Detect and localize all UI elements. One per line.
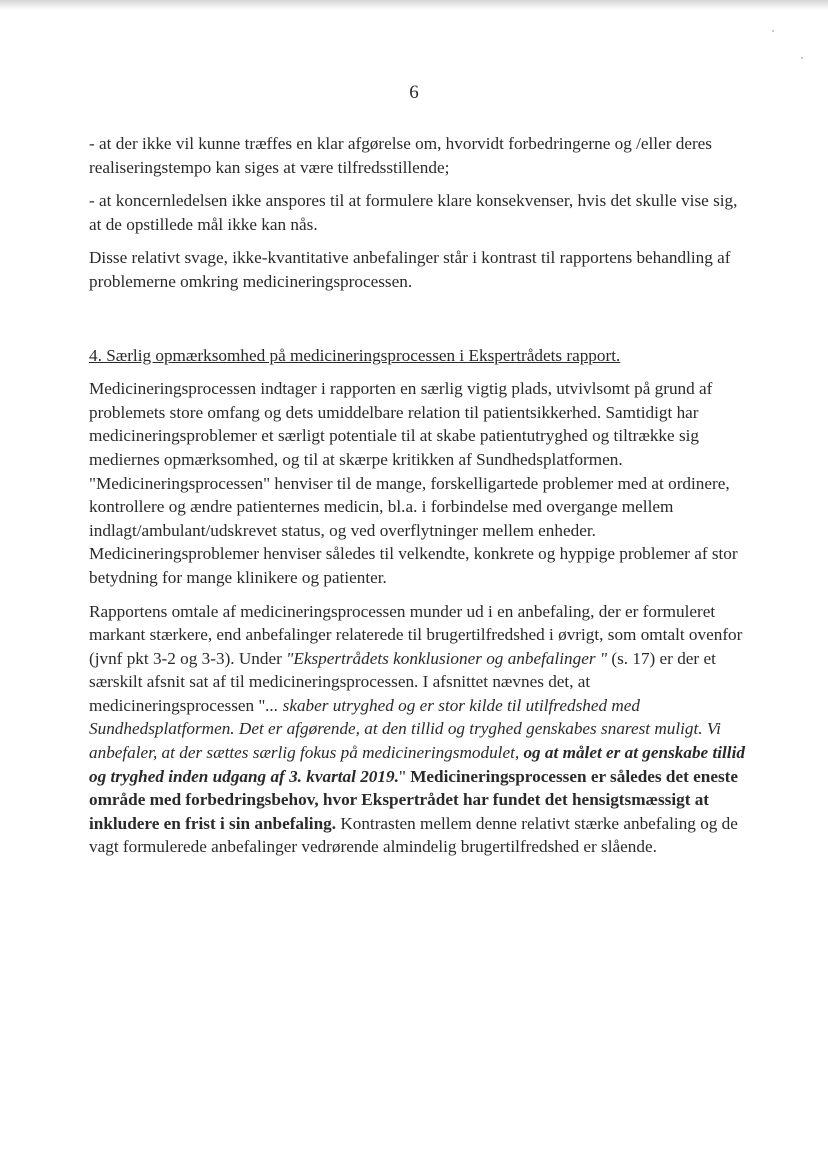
document-body — [89, 132, 749, 869]
scan-speck — [772, 30, 774, 32]
bold-italic-quote: og at målet er at genskabe tillid og tryghed inden udgang af 3. kvartal 2019. — [89, 743, 745, 786]
scan-speck — [801, 57, 803, 59]
italic-text: "Ekspertrådets konklusioner og anbefalinger " — [286, 648, 608, 668]
text-run: (s. 17) er der et særskilt afsnit sat af til medicineringsprocessen. I afsnittet nævnes det, at medicineringsprocessen " — [89, 648, 716, 715]
section-heading: 4. Særlig opmærksomhed på medicineringsprocessen i Ekspertrådets rapport. — [89, 345, 621, 365]
section-gap — [89, 304, 749, 344]
bold-text: Medicineringsprocessen er således det eneste område med forbedringsbehov, hvor Ekspertrådet har fundet det hensigtsmæssigt at inkludere en frist i sin anbefaling. — [89, 766, 738, 833]
text-run: " — [398, 766, 411, 786]
body-paragraph — [89, 600, 749, 860]
bullet-item: - at der ikke vil kunne træffes en klar afgørelse om, hvorvidt forbedringerne og /eller deres realiseringstempo kan siges at være tilfredsstillende; — [89, 134, 712, 177]
text-run: Kontrasten mellem denne relativt stærke anbefaling og de vagt formulerede anbefalinger vedrørende almindelig brugertilfredshed er slående. — [89, 813, 738, 857]
italic-quote: ... skaber utryghed og er stor kilde til utilfredshed med Sundhedsplatformen. Det er afgørende, at den tillid og tryghed genskabes snarest muligt. Vi anbefaler, at der sættes særlig fokus på medicineringsmodulet, — [89, 695, 721, 763]
bullet-item: - at koncernledelsen ikke anspores til at formulere klare konsekvenser, hvis det skulle vise sig, at de opstillede mål ikke kan nås. — [89, 191, 738, 234]
summary-paragraph: Disse relativt svage, ikke-kvantitative anbefalinger står i kontrast til rapportens behandling af problemerne omkring medicineringsprocessen. — [89, 248, 731, 291]
body-paragraph: Medicineringsprocessen indtager i rapporten en særlig vigtig plads, utvivlsomt på grund af problemets store omfang og dets umiddelbare relation til patientsikkerhed. Samtidigt har medicineringsproblemer et særligt potentiale til at skabe patientutryghed og tiltrække sig mediernes opmærksomhed, og til at skærpe kritikken af Sundhedsplatformen. "Medicineringsprocessen" henviser til de mange, forskelligartede problemer med at ordinere, kontrollere og ændre patienternes medicin, bl.a. i forbindelse med overgange mellem indlagt/ambulant/udskrevet status, og ved overflytninger mellem enheder. Medicineringsproblemer henviser således til velkendte, konkrete og hyppige problemer af stor betydning for mange klinikere og patienter. — [89, 379, 738, 587]
scan-edge — [0, 0, 828, 10]
page-number: 6 — [409, 82, 419, 103]
text-run: Rapportens omtale af medicineringsprocessen munder ud i en anbefaling, der er formuleret markant stærkere, end anbefalinger relaterede til brugertilfredshed i øvrigt, som omtalt ovenfor (jvnf pkt 3-2 og 3-3). Under — [89, 601, 743, 668]
